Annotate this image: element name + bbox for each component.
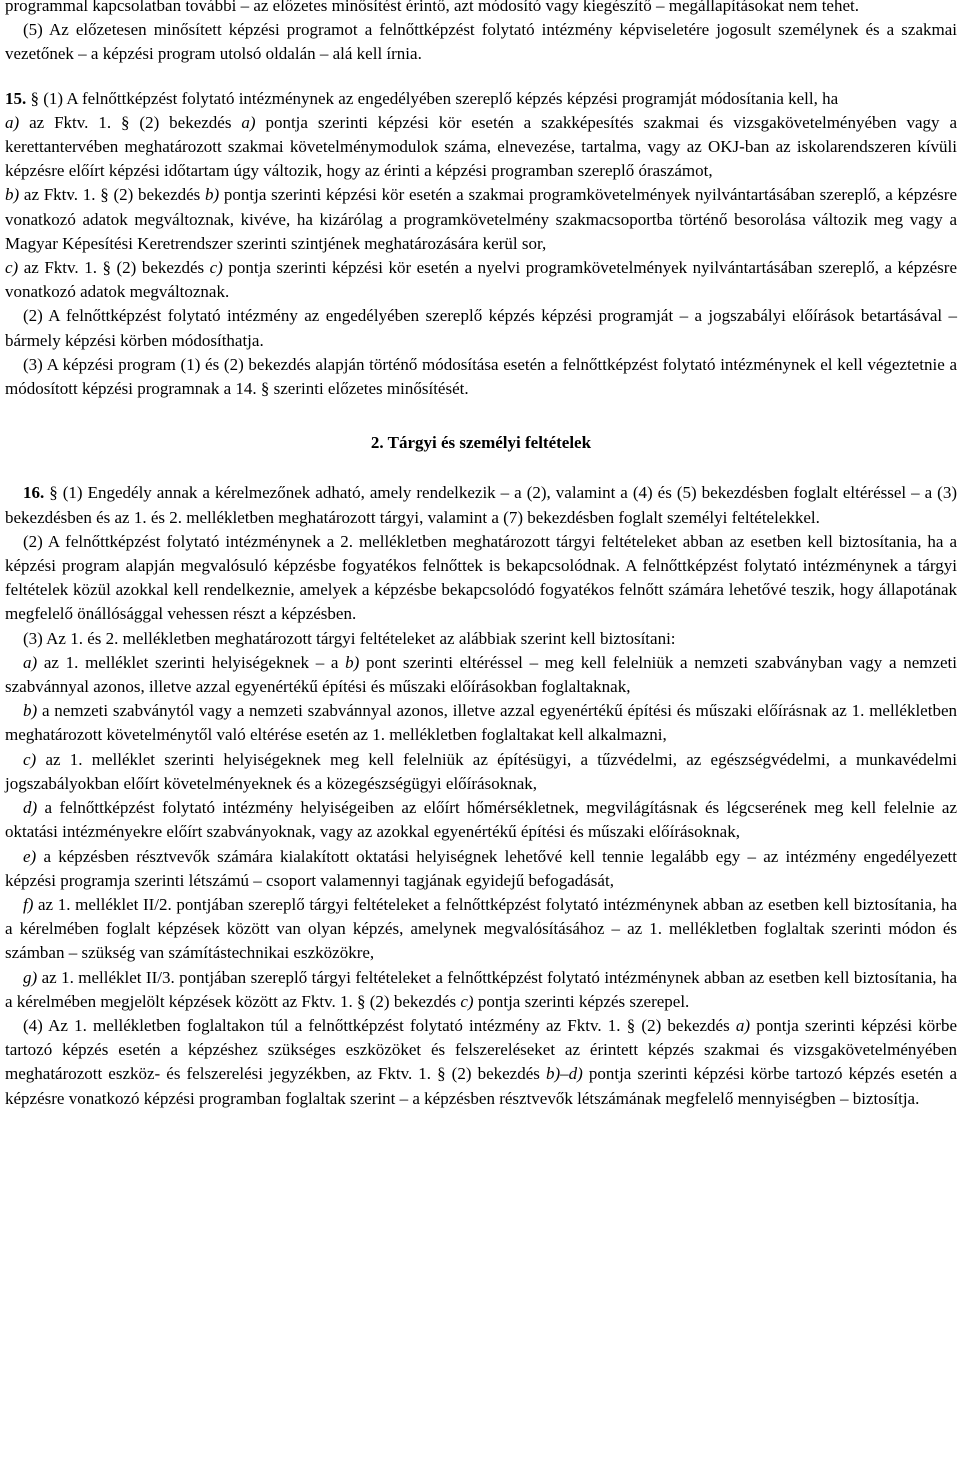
paragraph-5: (5) Az előzetesen minősített képzési programot a felnőttképzést folytató intézmény képviseletére jogosult személynek és a szakmai vezetőnek – a képzési program utolsó oldalán – alá kell írnia. xyxy=(5,20,957,64)
point-mark: b) xyxy=(5,185,20,205)
text: az 1. melléklet szerinti helyiségeknek meg kell felelniük az építésügyi, a tűzvédelmi, az egészségvédelmi, a munkavédelmi jogszabályokban előírt követelményeknek és a közegészségügyi előírásoknak, xyxy=(5,749,957,793)
section-16-point-b xyxy=(5,699,957,747)
section-16-point-a xyxy=(5,651,957,699)
point-mark: d) xyxy=(23,798,38,818)
section-16-para-3: (3) Az 1. és 2. mellékletben meghatározott tárgyi feltételeket az alábbiak szerint kell biztosítani: xyxy=(23,628,676,648)
section-15-para-3: (3) A képzési program (1) és (2) bekezdés alapján történő módosítása esetén a felnőttképzést folytató intézménynek el kell végeztetnie a módosított képzési programnak a 14. § szerinti előzetes minősítését. xyxy=(5,354,957,399)
text: a felnőttképzést folytató intézmény helyiségeiben az előírt hőmérsékletnek, megvilágításnak és légcserének meg kell felelnie az oktatási intézményekre előírt szabványoknak, vagy az azokkal egyenértékű építési és műszaki előírásoknak, xyxy=(5,798,957,842)
section-16-para-1 xyxy=(5,481,957,529)
section-16-point-d xyxy=(5,796,957,844)
text: (4) Az 1. mellékletben foglaltakon túl a felnőttképzést folytató intézmény az Fktv. 1. § (2) bekezdés xyxy=(23,1015,736,1035)
ref-mark: a) xyxy=(735,1015,751,1035)
section-15-point-b xyxy=(5,183,957,256)
text: pontja szerinti képzési kör esetén a szakmai programkövetelmények nyilvántartásában szereplő, a képzésre vonatkozó adatok megváltoznak, kivéve, ha kizárólag a programkövetelmény szakmacsoportba történő besorolása változik meg vagy a Magyar Képesítési Keretrendszer szerinti szintjének meghatározására kerül sor, xyxy=(5,185,957,253)
point-mark: e) xyxy=(23,846,37,866)
section-16-para-4 xyxy=(5,1014,957,1111)
section-15-para-1 xyxy=(5,87,957,111)
ref-mark: c) xyxy=(209,258,223,278)
section-15-point-c xyxy=(5,256,957,304)
point-mark: g) xyxy=(23,967,38,987)
section-16-point-f xyxy=(5,893,957,966)
text: pontja szerinti képzési kör esetén a szakképesítés szakmai és vizsgakövetelményében vagy a kerettantervében meghatározott szakmai követelménymodulok száma, elnevezése, tartalma, vagy az OKJ-ban az iskolarendszeren kívüli képzésre előírt képzési időtartam úgy változik, hogy az érinti a képzési programban szereplő óraszámot, xyxy=(5,112,957,181)
text: az 1. melléklet szerinti helyiségeknek – a xyxy=(37,652,346,672)
point-mark: a) xyxy=(5,112,20,132)
text: az 1. melléklet II/3. pontjában szereplő tárgyi feltételeket a felnőttképzést folytató intézménynek abban az esetben kell biztosítania, ha a kérelmében megjelölt képzések között az Fktv. 1. § (2) bekezdés xyxy=(5,967,957,1011)
section-15-para-2: (2) A felnőttképzést folytató intézmény az engedélyében szereplő képzés képzési programját – a jogszabályi előírások betartásával – bármely képzési körben módosíthatja. xyxy=(5,306,957,350)
document-page xyxy=(5,0,957,1111)
ref-mark: c) xyxy=(460,991,474,1011)
section-16-para-2: (2) A felnőttképzést folytató intézménynek a 2. mellékletben meghatározott tárgyi feltételeket abban az esetben kell biztosítania, ha a képzési program alapján megvalósuló képzésbe fogyatékos felnőttek is bekapcsolódnak. A felnőttképzést folytató intézménynek a tárgyi feltételek közül azokkal kell rendelkeznie, amelyek a képzésbe bekapcsolódó fogyatékos felnőtt számára lehetővé teszik, hogy állapotának megfelelő önállósággal vehessen részt a képzésben. xyxy=(5,531,957,624)
text: az Fktv. 1. § (2) bekezdés xyxy=(19,112,242,132)
point-mark: c) xyxy=(23,749,37,769)
text: § (1) Engedély annak a kérelmezőnek adható, amely rendelkezik – a (2), valamint a (4) és (5) bekezdésben foglalt eltéréssel – a (3) bekezdésben és az 1. és 2. mellékletben meghatározott tárgyi, valamint a (7) bekezdésben foglalt személyi feltételekkel. xyxy=(5,483,958,527)
text: a képzésben résztvevők számára kialakított oktatási helyiségnek lehetővé kell tennie legalább egy – az intézmény engedélyezett képzési programja szerinti létszámú – csoport valamennyi tagjának egyidejű befogadását, xyxy=(5,846,957,890)
spacer xyxy=(5,67,957,87)
section-number: 15. xyxy=(5,88,27,108)
section-16-point-g xyxy=(5,966,957,1014)
text: pontja szerinti képzési kör esetén a nyelvi programkövetelmények nyilvántartásában szereplő, a képzésre vonatkozó adatok megváltoznak. xyxy=(5,258,957,302)
ref-mark: b) xyxy=(345,652,360,672)
ref-mark: a) xyxy=(241,112,256,132)
ref-mark: b)–d) xyxy=(545,1064,583,1084)
ref-mark: b) xyxy=(205,185,220,205)
section-number: 16. xyxy=(23,483,45,503)
text: az Fktv. 1. § (2) bekezdés xyxy=(18,258,210,278)
text: az 1. melléklet II/2. pontjában szereplő tárgyi feltételeket a felnőttképzést folytató intézménynek abban az esetben kell biztosítania, ha a kérelmében foglalt képzések között van olyan képzés, amelynek megvalósításához – az 1. mellékletben foglaltak szerinti módon és számban – szükség van számítástechnikai eszközökre, xyxy=(5,894,957,963)
section-15-point-a xyxy=(5,111,957,184)
section-16-point-e xyxy=(5,845,957,893)
text: a nemzeti szabványtól vagy a nemzeti szabvánnyal azonos, illetve azzal egyenértékű építési és műszaki előírásnak az 1. mellékletben meghatározott követelménytől való eltérése esetén az 1. mellékletben foglaltakat kell alkalmazni, xyxy=(5,701,957,745)
point-mark: a) xyxy=(23,652,38,672)
text: pontja szerinti képzés szerepel. xyxy=(473,991,690,1011)
text: § (1) A felnőttképzést folytató intézménynek az engedélyében szereplő képzés képzési programját módosítania kell, ha xyxy=(30,88,839,108)
text: pontja szerinti képzési körbe tartozó képzés esetén a képzésre vonatkozó képzési programban foglaltak szerint – a képzésben résztvevők létszámának megfelelő mennyiségben – biztosítja. xyxy=(5,1064,958,1108)
paragraph-continued: programmal kapcsolatban további – az előzetes minősítést érintő, azt módosító vagy kiegészítő – megállapításokat nem tehet. xyxy=(5,0,860,15)
text: pontja szerinti képzési körbe tartozó képzés esetén a képzéshez szükséges eszközöket és felszereléseket az érintett képzés szakmai és vizsgakövetelményében meghatározott eszköz- és felszerelési jegyzékben, az Fktv. 1. § (2) bekezdés xyxy=(5,1015,957,1084)
text: az Fktv. 1. § (2) bekezdés xyxy=(19,185,206,205)
point-mark: b) xyxy=(23,701,38,721)
chapter-title: 2. Tárgyi és személyi feltételek xyxy=(370,433,592,453)
point-mark: f) xyxy=(23,894,34,914)
section-16-point-c xyxy=(5,748,957,796)
text: pont szerinti eltéréssel – meg kell felelniük a nemzeti szabványban vagy a nemzeti szabvánnyal azonos, illetve azzal egyenértékű építési és műszaki előírásokban foglaltaknak, xyxy=(5,652,958,697)
point-mark: c) xyxy=(5,258,19,278)
